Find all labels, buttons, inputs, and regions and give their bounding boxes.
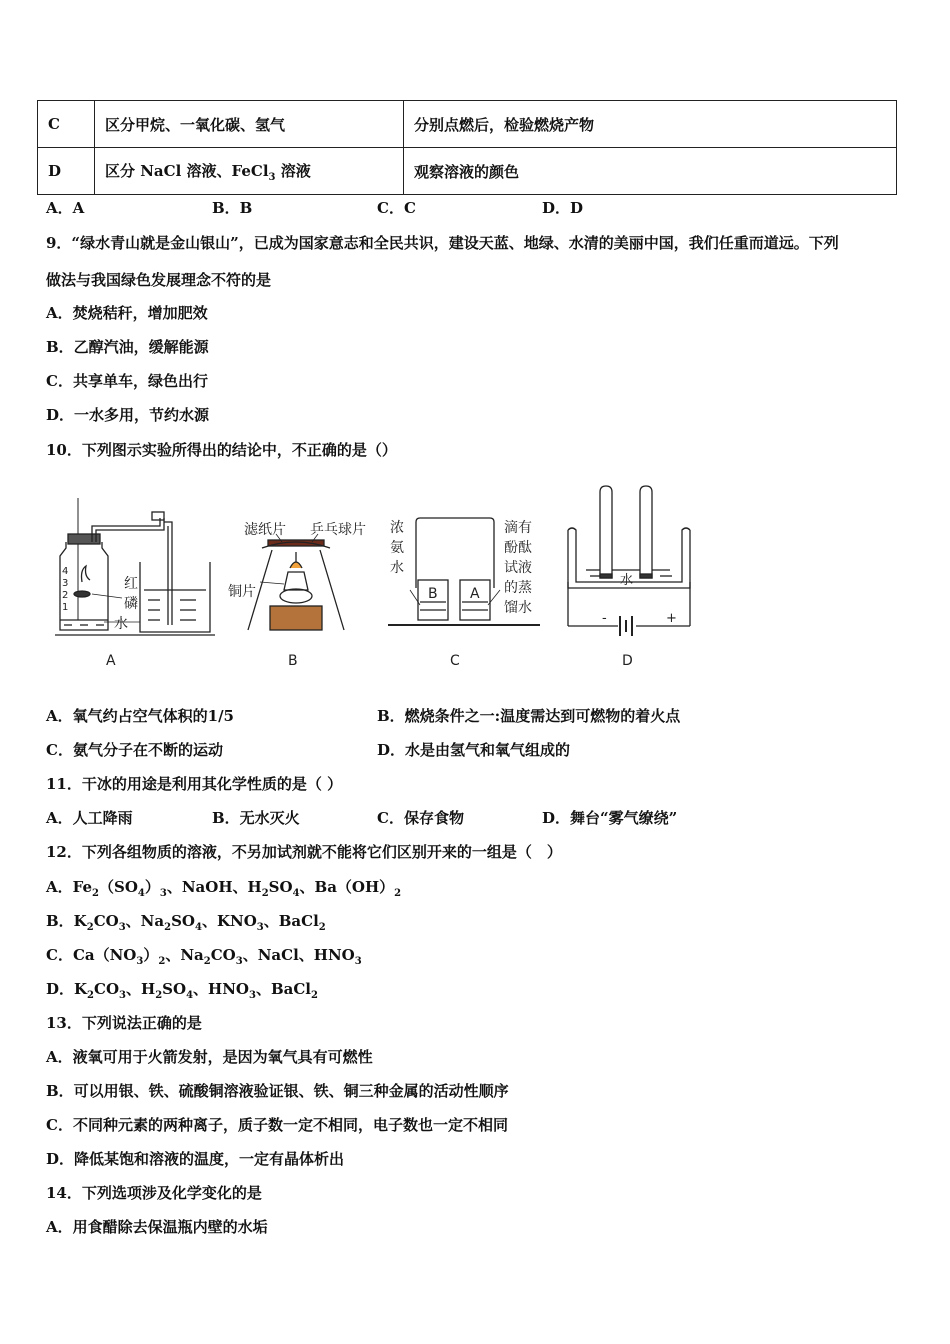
a-mark-3: 3 [62,578,69,589]
q9-option-a: A．焚烧秸秆，增加肥效 [46,304,208,322]
d-label-minus: - [602,611,607,626]
c-beaker-b-label: B [428,586,438,602]
q11-option-a: A．人工降雨 [46,809,133,827]
q13-stem: 13．下列说法正确的是 [46,1014,202,1032]
panel-label-d: D [622,653,633,669]
q8-choice-b: B．B [212,199,253,217]
panel-label-b: B [288,653,298,669]
q13-option-c: C．不同种元素的两种离子，质子数一定不相同，电子数也一定不相同 [46,1116,508,1134]
q12-stem: 12．下列各组物质的溶液，不另加试剂就不能将它们区别开来的一组是（ ） [46,843,562,861]
q11-option-b: B．无水灭火 [212,809,300,827]
q10-option-d: D．水是由氢气和氧气组成的 [377,741,571,759]
q13-option-b: B．可以用银、铁、硫酸铜溶液验证银、铁、铜三种金属的活动性顺序 [46,1082,509,1100]
c-left-2: 氨 [390,540,404,556]
row-key: C [38,101,95,148]
q9-option-d: D．一水多用，节约水源 [46,406,210,424]
table-row [38,101,897,148]
c-right-4: 的蒸 [504,580,532,596]
apparatus-b [248,534,344,630]
q14-option-a: A．用食醋除去保温瓶内壁的水垢 [46,1218,268,1236]
q12-option-d: D．$K_2CO_3$、$H_2SO_4$、$HNO_3$、BaCl$_2$ [46,980,318,1001]
q14-stem: 14．下列选项涉及化学变化的是 [46,1184,262,1202]
q12-option-c: C．$Ca(NO_3)_2$、$Na_2CO_3$、NaCl、$HNO_3$ [46,946,362,967]
d-label-plus: + [666,611,677,626]
apparatus-a [55,498,215,635]
q13-option-d: D．降低某饱和溶液的温度，一定有晶体析出 [46,1150,345,1168]
b-label-pingpong: 乒乓球片 [310,522,366,538]
q8-choice-c: C．C [377,199,416,217]
b-label-filter: 滤纸片 [244,522,286,538]
q10-stem: 10．下列图示实验所得出的结论中，不正确的是（） [46,441,397,459]
a-mark-1: 1 [62,602,69,613]
q11-option-c: C．保存食物 [377,809,464,827]
table-row [38,148,897,195]
a-mark-4: 4 [62,566,69,577]
row-item: 区分 NaCl 溶液、FeCl$_3$ 溶液 [95,148,404,195]
b-label-copper: 铜片 [228,584,256,600]
c-left-3: 水 [390,560,404,576]
row-key: D [38,148,95,195]
q10-option-b: B．燃烧条件之一:温度需达到可燃物的着火点 [377,707,681,725]
c-right-1: 滴有 [504,520,532,536]
panel-label-a: A [106,653,116,669]
c-right-3: 试液 [504,560,532,576]
c-left-1: 浓 [390,520,404,536]
q8-choice-d: D．D [542,199,584,217]
c-right-5: 馏水 [504,600,532,616]
row-method: 分别点燃后，检验燃烧产物 [404,101,897,148]
q10-option-c: C．氨气分子在不断的运动 [46,741,223,759]
q11-option-d: D．舞台“雾气缭绕” [542,809,678,827]
row-method: 观察溶液的颜色 [404,148,897,195]
a-label-red: 红 [124,576,138,592]
q9-option-c: C．共享单车，绿色出行 [46,372,208,390]
c-right-2: 酚酞 [504,540,532,556]
d-label-water: 水 [620,573,634,588]
panel-label-c: C [450,653,460,669]
experiment-figure [0,470,950,675]
q9-stem-line1: 9．“绿水青山就是金山银山”，已成为国家意志和全民共识，建设天蓝、地绿、水清的美丽中国，我们任重而道远。下列 [46,234,839,252]
options-table [37,100,897,195]
q8-choice-a: A．A [46,199,85,217]
a-mark-2: 2 [62,590,69,601]
q10-option-a: A．氧气约占空气体积的1/5 [46,707,234,725]
q9-option-b: B．乙醇汽油，缓解能源 [46,338,209,356]
q12-option-b: B．$K_2CO_3$、$Na_2SO_4$、$KNO_3$、BaCl$_2$ [46,912,326,933]
c-beaker-a-label: A [470,586,480,602]
q9-stem-line2: 做法与我国绿色发展理念不符的是 [46,271,272,289]
row-item: 区分甲烷、一氧化碳、氢气 [95,101,404,148]
q13-option-a: A．液氧可用于火箭发射，是因为氧气具有可燃性 [46,1048,373,1066]
a-label-phos: 磷 [124,596,138,612]
q11-stem: 11．干冰的用途是利用其化学性质的是（ ） [46,775,343,793]
q12-option-a: A．$Fe_2(SO_4)_3$、NaOH、$H_2SO_4$、$Ba(OH)_2$ [46,878,402,899]
a-label-water: 水 [114,616,128,632]
